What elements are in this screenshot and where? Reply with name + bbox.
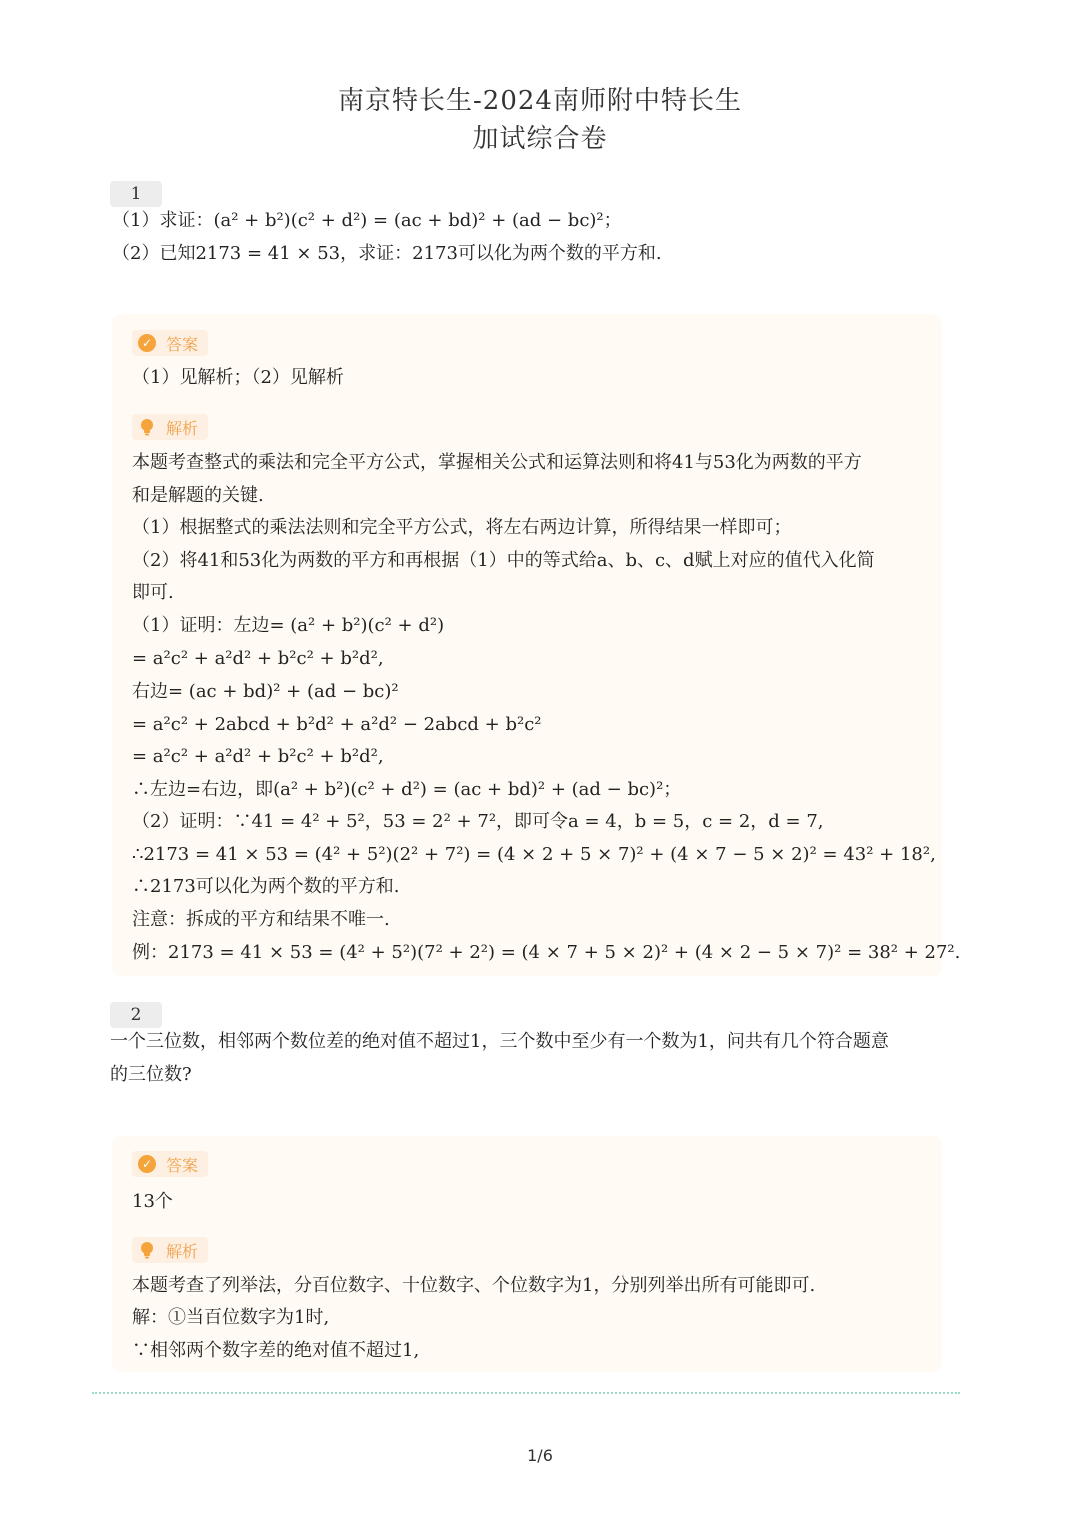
analysis-line: 例：2173 = 41 × 53 = (4² + 5²)(7² + 2²) = (4 × 7 + 5 × 2)² + (4 × 2 − 5 × 7)² = 38² + 27². [132,942,961,963]
check-badge-icon: ✓ [138,334,156,352]
lightbulb-icon [138,1241,156,1259]
analysis-line: （2）将41和53化为两数的平方和再根据（1）中的等式给a、b、c、d赋上对应的值代入化简 [132,550,875,571]
analysis-tag [132,1237,208,1263]
analysis-line: （2）证明：∵41 = 4² + 5²，53 = 2² + 7²，即可令a = 4，b = 5，c = 2，d = 7, [132,811,824,832]
question-text: 一个三位数，相邻两个数位差的绝对值不超过1，三个数中至少有一个数为1，问共有几个符合题意 [110,1031,889,1052]
analysis-line: ∵相邻两个数字差的绝对值不超过1, [132,1340,420,1361]
page-number: 1/6 [527,1446,553,1465]
analysis-line: = a²c² + a²d² + b²c² + b²d², [132,648,384,669]
analysis-line: 和是解题的关键. [132,485,264,506]
question-text: （2）已知2173 = 41 × 53，求证：2173可以化为两个数的平方和. [112,243,662,264]
question-number: 2 [110,1002,162,1028]
analysis-line: 即可. [132,582,174,603]
lightbulb-icon [138,418,156,436]
page-divider [92,1392,960,1394]
doc-title-line2: 加试综合卷 [472,124,608,154]
analysis-line: 本题考查整式的乘法和完全平方公式，掌握相关公式和运算法则和将41与53化为两数的平方 [132,452,862,473]
answer-label: 答案 [166,1155,199,1175]
analysis-line: （1）证明：左边= (a² + b²)(c² + d²) [132,615,445,636]
doc-title-line1: 南京特长生-2024南师附中特长生 [338,86,742,116]
analysis-line: ∴2173可以化为两个数的平方和. [132,876,400,897]
analysis-tag [132,414,208,440]
analysis-line: = a²c² + 2abcd + b²d² + a²d² − 2abcd + b²c² [132,714,542,735]
analysis-label: 解析 [166,1241,199,1261]
analysis-line: 注意：拆成的平方和结果不唯一. [132,909,390,930]
analysis-line: 本题考查了列举法，分百位数字、十位数字、个位数字为1，分别列举出所有可能即可. [132,1275,816,1296]
analysis-line: = a²c² + a²d² + b²c² + b²d², [132,746,384,767]
analysis-label: 解析 [166,418,199,438]
answer-text: （1）见解析；（2）见解析 [132,367,344,388]
answer-text: 13个 [132,1191,173,1212]
check-badge-icon: ✓ [138,1155,156,1173]
analysis-line: ∴左边=右边，即(a² + b²)(c² + d²) = (ac + bd)² + (ad − bc)²； [132,779,682,800]
analysis-line: （1）根据整式的乘法法则和完全平方公式，将左右两边计算，所得结果一样即可； [132,517,792,538]
answer-tag [132,330,208,356]
question-number: 1 [110,181,162,207]
analysis-line: 解：①当百位数字为1时, [132,1307,330,1328]
analysis-line: 右边= (ac + bd)² + (ad − bc)² [132,681,399,702]
question-text: 的三位数? [110,1064,192,1085]
question-text: （1）求证：(a² + b²)(c² + d²) = (ac + bd)² + (ad − bc)²； [112,210,622,231]
answer-tag [132,1151,208,1177]
analysis-line: ∴2173 = 41 × 53 = (4² + 5²)(2² + 7²) = (4 × 2 + 5 × 7)² + (4 × 7 − 5 × 2)² = 43² + 18², [132,844,936,865]
answer-label: 答案 [166,334,199,354]
